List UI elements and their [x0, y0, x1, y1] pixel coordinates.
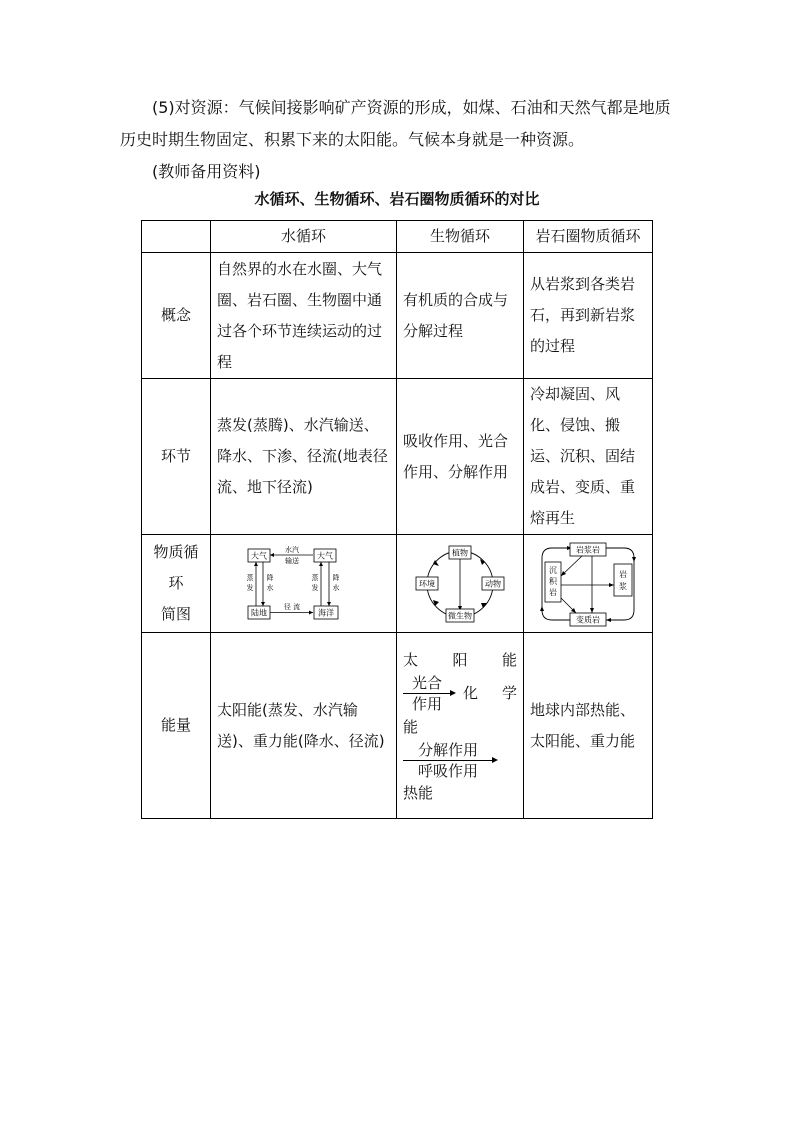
- rock-sed-3: 岩: [549, 587, 557, 597]
- water-atmo-left: 大气: [250, 551, 267, 560]
- row-diagram: [142, 535, 653, 633]
- header-bio-cycle: 生物循环: [397, 221, 524, 253]
- header-empty: [142, 221, 211, 253]
- header-rock-cycle: 岩石圈物质循环: [524, 221, 653, 253]
- water-transport-2: 输送: [284, 556, 299, 565]
- water-land: 陆地: [250, 608, 267, 617]
- rock-magma-2: 浆: [619, 581, 627, 591]
- water-runoff: 径 流: [283, 602, 300, 611]
- paragraph-resources: (5)对资源：气候间接影响矿产资源的形成，如煤、石油和天然气都是地质历史时期生物固定、积累下来的太阳能。气候本身就是一种资源。: [120, 98, 671, 149]
- water-cycle-diagram: [244, 544, 364, 624]
- energy-bio: [397, 633, 524, 819]
- energy-bio-solar: 太 阳 能: [403, 650, 517, 669]
- diagram-rock-cell: [524, 535, 653, 633]
- water-evap-right-2: 发: [311, 583, 318, 592]
- water-precip-right-1: 降: [332, 573, 339, 582]
- bio-plant: 植物: [452, 548, 468, 557]
- rock-metamorphic: 变质岩: [576, 615, 600, 624]
- header-water-cycle: 水循环: [211, 221, 397, 253]
- diagram-water-cell: [211, 535, 397, 633]
- paragraph-teacher-material: (教师备用资料): [152, 162, 261, 181]
- water-precip-left-1: 降: [266, 573, 273, 582]
- rock-magma-1: 岩: [619, 569, 627, 579]
- water-transport-1: 水汽: [284, 545, 299, 554]
- rock-cycle-diagram: [532, 540, 644, 628]
- energy-rock: 地球内部热能、太阳能、重力能: [524, 633, 653, 819]
- rock-sed-1: 沉: [549, 565, 557, 575]
- concept-water: 自然界的水在水圈、大气圈、岩石圈、生物圈中通过各个环节连续运动的过程: [211, 253, 397, 379]
- energy-water: 太阳能(蒸发、水汽输送)、重力能(降水、径流): [211, 633, 397, 819]
- table-caption: 水循环、生物循环、岩石圈物质循环的对比: [254, 190, 540, 208]
- rock-igneous: 岩浆岩: [576, 545, 600, 554]
- water-precip-right-2: 水: [332, 583, 339, 592]
- energy-bio-decomp-arrow: [403, 741, 517, 780]
- links-water: 蒸发(蒸腾)、水汽输送、降水、下渗、径流(地表径流、地下径流): [211, 379, 397, 535]
- energy-bio-photosynthesis-arrow: 光合 作用 化 学: [403, 674, 517, 713]
- row-energy: [142, 633, 653, 819]
- diagram-bio-cell: [397, 535, 524, 633]
- water-evap-left-2: 发: [246, 583, 253, 592]
- bio-animal: 动物: [485, 579, 501, 588]
- concept-rock: 从岩浆到各类岩石，再到新岩浆的过程: [524, 253, 653, 379]
- rock-sed-2: 积: [549, 576, 557, 586]
- water-evap-left-1: 蒸: [246, 573, 253, 582]
- bio-cycle-diagram: [405, 542, 515, 626]
- energy-bio-decomp-top: 分解作用: [417, 740, 478, 759]
- links-bio: 吸收作用、光合作用、分解作用: [397, 379, 524, 535]
- energy-bio-photo-bot: 作用: [411, 694, 442, 713]
- water-atmo-right: 大气: [316, 551, 333, 560]
- concept-bio: 有机质的合成与分解过程: [397, 253, 524, 379]
- links-rock: 冷却凝固、风化、侵蚀、搬运、沉积、固结成岩、变质、重熔再生: [524, 379, 653, 535]
- row-links: [142, 379, 653, 535]
- table-header-row: [142, 221, 653, 253]
- water-ocean: 海洋: [317, 608, 334, 617]
- row-label-energy: 能量: [142, 633, 211, 819]
- water-precip-left-2: 水: [266, 583, 273, 592]
- row-label-diagram-line1: 物质循: [153, 543, 199, 561]
- energy-bio-decomp-bot: 呼吸作用: [417, 761, 478, 780]
- row-concept: [142, 253, 653, 379]
- row-label-links: 环节: [142, 379, 211, 535]
- energy-bio-photo-top: 光合: [411, 673, 442, 692]
- comparison-table: [141, 220, 653, 819]
- bio-env: 环境: [419, 579, 435, 588]
- row-label-diagram-line3: 简图: [160, 605, 191, 623]
- row-label-concept: 概念: [142, 253, 211, 379]
- energy-bio-heat: 热能: [403, 783, 434, 802]
- water-evap-right-1: 蒸: [311, 573, 318, 582]
- row-label-diagram-line2: 环: [168, 574, 184, 592]
- row-label-diagram: [142, 535, 211, 633]
- bio-microbe: 微生物: [448, 611, 472, 620]
- energy-bio-neng: 能: [403, 717, 419, 736]
